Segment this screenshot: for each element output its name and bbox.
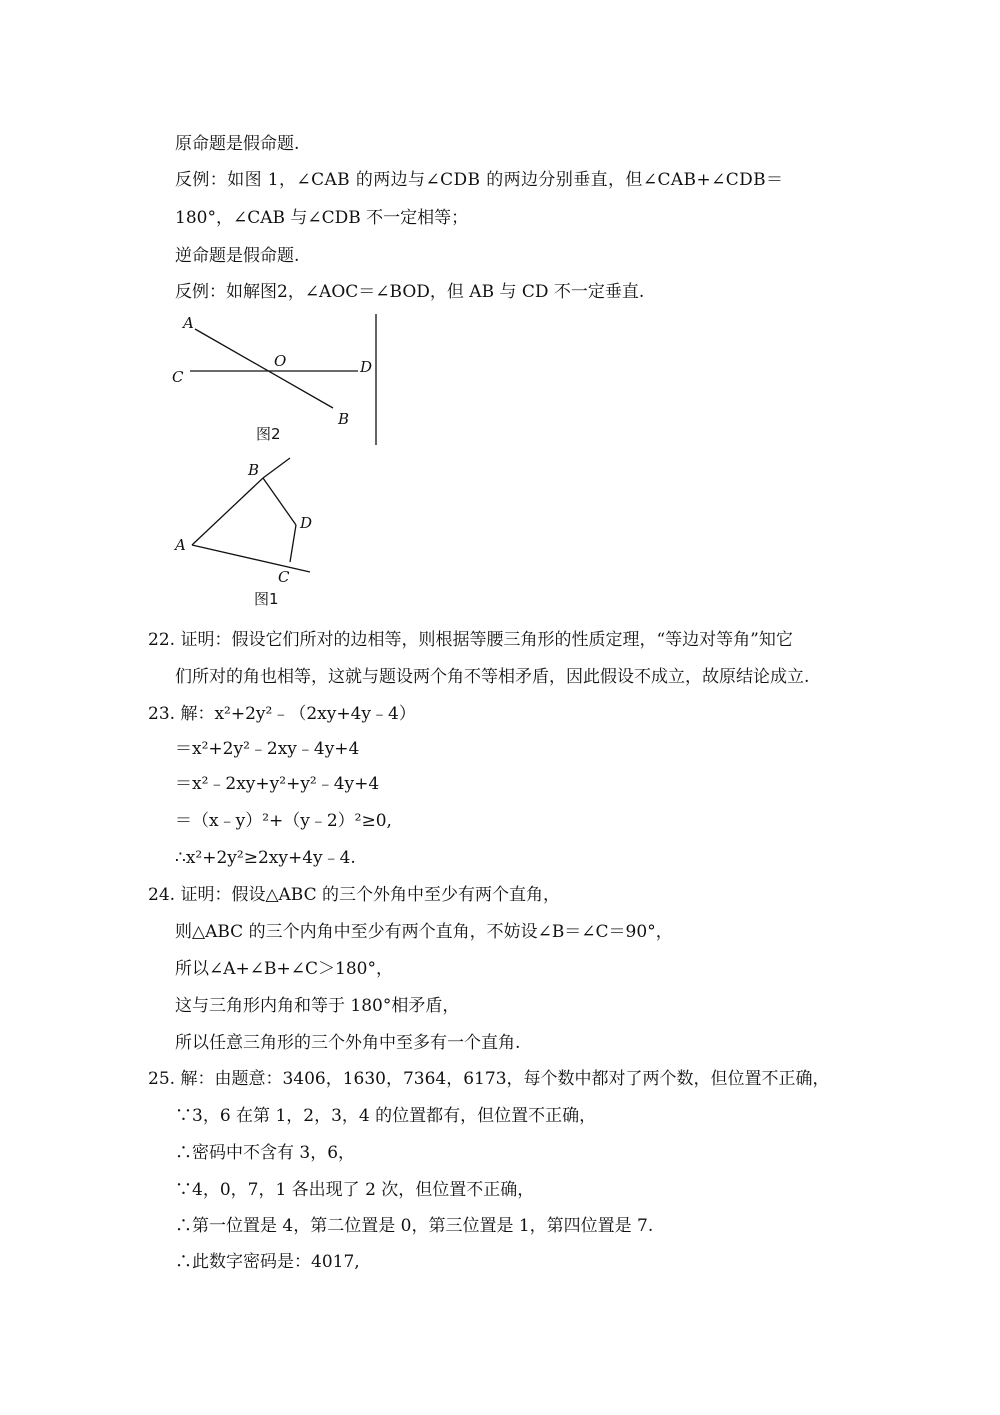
question-24 [148, 884, 560, 906]
figure-1 [168, 450, 328, 610]
math-line: ＝（x﹣y）²+（y﹣2）²≥0, [175, 811, 392, 831]
segment-ab [192, 478, 263, 545]
label-b: B [338, 410, 350, 428]
math-line: ＝x²﹣2xy+y²+y²﹣4y+4 [175, 774, 380, 794]
label-b: B [248, 461, 260, 479]
text-line: 这与三角形内角和等于 180°相矛盾， [175, 996, 460, 1016]
text-line: 们所对的角也相等，这就与题设两个角不等相矛盾，因此假设不成立，故原结论成立. [175, 667, 810, 687]
question-number: 24. [148, 885, 176, 905]
figure-2 [168, 310, 388, 450]
text-line: ∴密码中不含有 3，6， [175, 1143, 356, 1163]
label-c: C [172, 368, 184, 386]
label-c: C [278, 568, 290, 586]
math-line: ∴x²+2y²≥2xy+4y﹣4. [175, 848, 356, 868]
text-line: 所以∠A+∠B+∠C＞180°， [175, 959, 393, 979]
text-line: ∴第一位置是 4，第二位置是 0，第三位置是 1，第四位置是 7. [175, 1216, 654, 1236]
label-o: O [274, 352, 287, 370]
text-line: 证明：假设△ABC 的三个外角中至少有两个直角， [180, 885, 561, 905]
label-d: D [360, 358, 373, 376]
label-d: D [300, 514, 313, 532]
text-line: 所以任意三角形的三个外角中至多有一个直角. [175, 1033, 521, 1053]
segment-ab [195, 329, 333, 408]
text-line: ∴此数字密码是：4017, [175, 1252, 360, 1272]
text-line: 解：x²+2y²﹣（2xy+4y﹣4） [180, 704, 416, 724]
question-22 [148, 629, 793, 651]
text-line: ∵3，6 在第 1，2，3，4 的位置都有，但位置不正确， [175, 1106, 597, 1126]
figure-caption: 图1 [254, 590, 279, 608]
question-number: 22. [148, 630, 176, 650]
math-line: ＝x²+2y²﹣2xy﹣4y+4 [175, 739, 360, 759]
question-23 [148, 703, 416, 725]
question-25 [148, 1068, 830, 1090]
text-line: 逆命题是假命题. [175, 246, 300, 266]
segment-dc [290, 525, 296, 562]
text-line: 原命题是假命题. [175, 134, 300, 154]
question-number: 25. [148, 1069, 176, 1089]
text-line: 反例：如解图2，∠AOC＝∠BOD，但 AB 与 CD 不一定垂直. [175, 282, 645, 302]
text-line: ∵4，0，7，1 各出现了 2 次，但位置不正确， [175, 1180, 535, 1200]
text-line: 180°，∠CAB 与∠CDB 不一定相等； [175, 208, 469, 228]
text-line: 证明：假设它们所对的边相等，则根据等腰三角形的性质定理，“等边对等角”知它 [180, 630, 793, 650]
label-a: A [175, 536, 186, 554]
label-a: A [183, 314, 194, 332]
figure-caption: 图2 [256, 425, 281, 443]
text-line: 解：由题意：3406，1630，7364，6173，每个数中都对了两个数，但位置不正确， [180, 1069, 830, 1089]
text-line: 则△ABC 的三个内角中至少有两个直角，不妨设∠B＝∠C＝90°， [175, 922, 673, 942]
text-line: 反例：如图 1，∠CAB 的两边与∠CDB 的两边分别垂直，但∠CAB+∠CDB＝ [175, 170, 784, 190]
ray-b [263, 458, 290, 478]
question-number: 23. [148, 704, 176, 724]
segment-bd [263, 478, 296, 525]
